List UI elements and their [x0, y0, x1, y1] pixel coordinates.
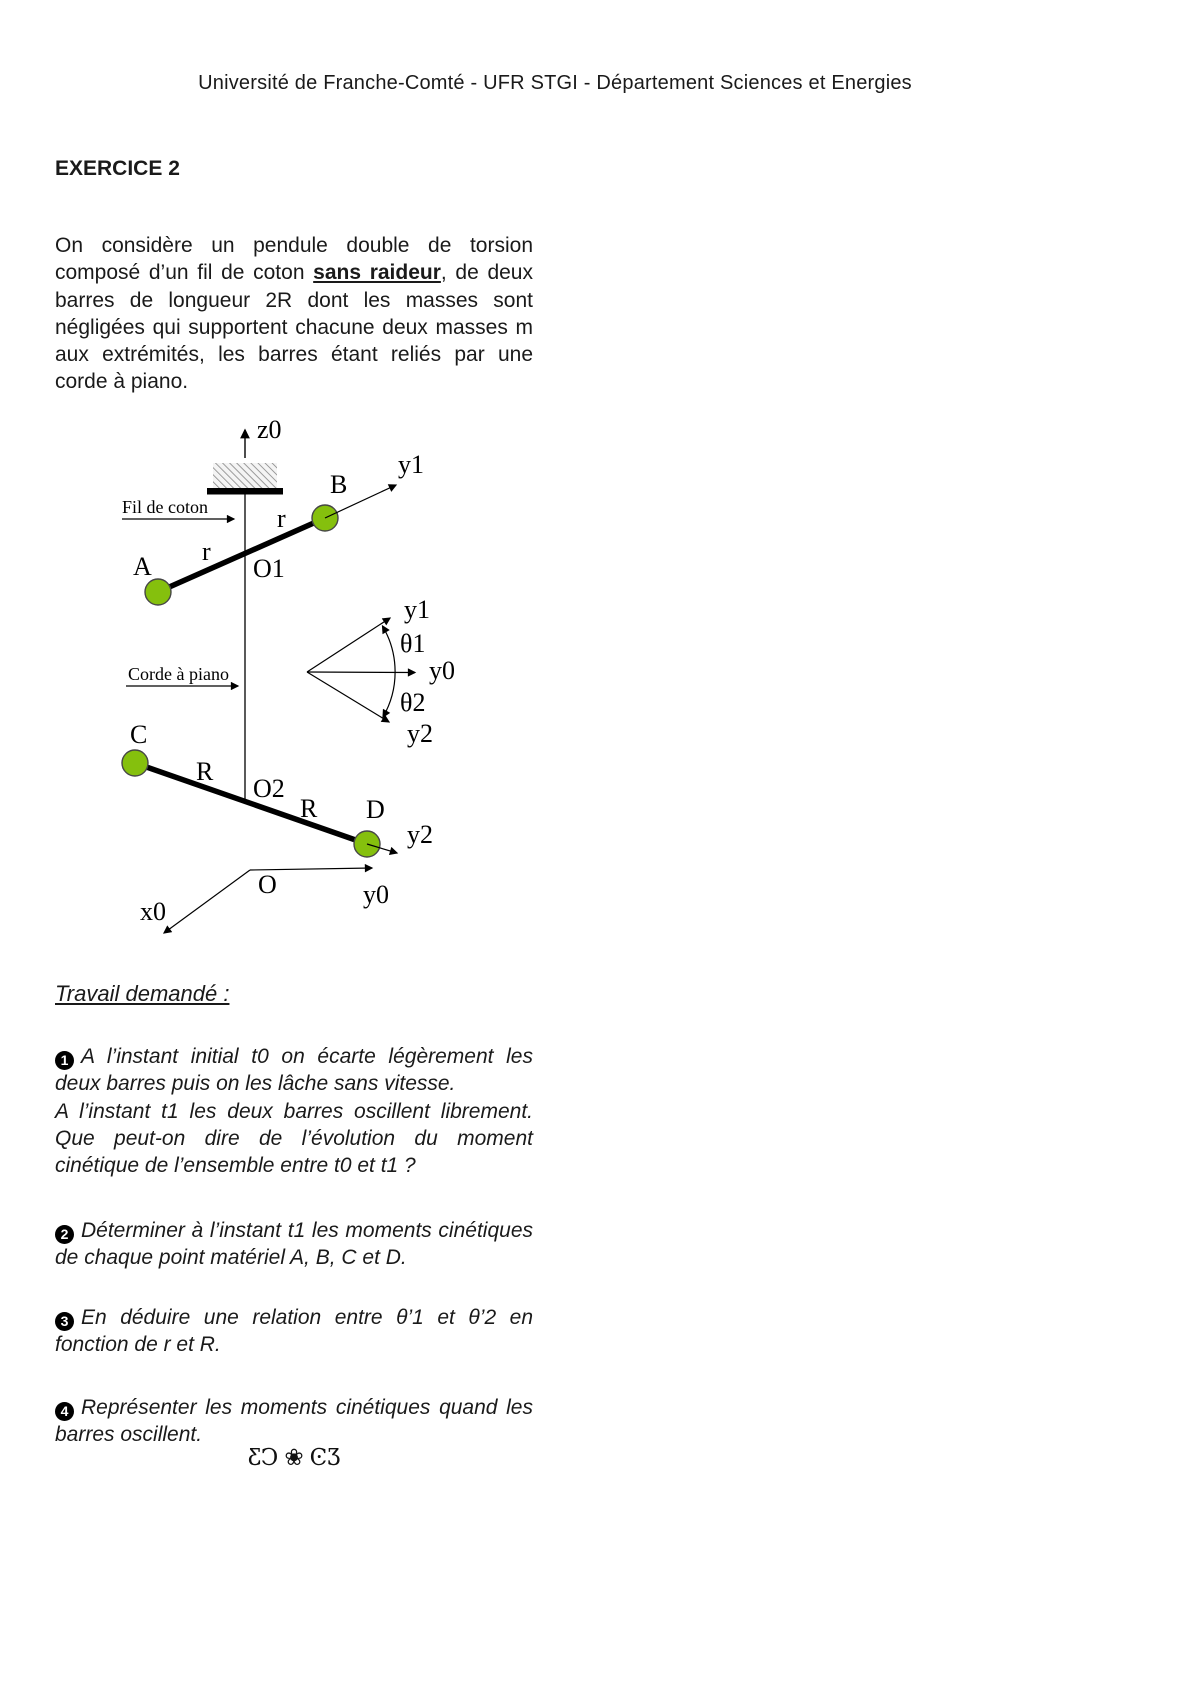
intro-emphasis: sans raideur: [313, 261, 441, 285]
frame-x0-label: x0: [140, 897, 166, 926]
page-header: Université de Franche-Comté - UFR STGI - Département Sciences et Energies: [198, 72, 912, 94]
inset-y1-arrow: [307, 618, 390, 672]
bar-AB: [158, 518, 325, 592]
bar-CD: [135, 763, 367, 844]
question-3-bullet: 3: [55, 1312, 74, 1331]
label-O1: O1: [253, 554, 285, 583]
question-3-text: En déduire une relation entre θ’1 et θ’2 en fonction de r et R.: [55, 1306, 533, 1357]
inset-y0-label: y0: [429, 656, 455, 685]
frame-x0-arrow: [164, 870, 250, 933]
y2-axis-label: y2: [407, 820, 433, 849]
inset-y1-label: y1: [404, 595, 430, 624]
theta1-label: θ1: [400, 629, 426, 658]
pendulum-diagram: [60, 400, 480, 970]
question-4-text: Représenter les moments cinétiques quand les barres oscillent.: [55, 1396, 533, 1447]
fil-de-coton-label: Fil de coton: [122, 497, 208, 517]
work-heading: Travail demandé :: [55, 981, 230, 1006]
question-2: [55, 1217, 533, 1272]
intro-text-2: , de deux barres de longueur 2R dont les masses sont négligées qui supportent chacune deux masses m aux extrémités, les barres étant reliés par une corde à piano.: [55, 261, 533, 394]
mass-A: [145, 579, 171, 605]
intro-text-1: On considère un pendule double de torsion composé d’un fil de coton: [55, 234, 533, 285]
question-4-bullet: 4: [55, 1402, 74, 1421]
label-A: A: [133, 552, 152, 581]
theta2-label: θ2: [400, 688, 426, 717]
corde-a-piano-label: Corde à piano: [128, 664, 229, 684]
ornament-left-scroll: ƸϽ: [247, 1445, 279, 1471]
question-1-bullet: 1: [55, 1051, 74, 1070]
flower-icon: ❀: [284, 1445, 304, 1471]
intro-paragraph: [55, 232, 533, 396]
ornament-right-scroll: ϾƷ: [309, 1445, 341, 1471]
inset-y2-label: y2: [407, 719, 433, 748]
z0-axis-label: z0: [257, 415, 282, 444]
label-r-right: r: [277, 504, 286, 533]
question-4: [55, 1394, 533, 1449]
frame-y0-label: y0: [363, 880, 389, 909]
question-2-bullet: 2: [55, 1225, 74, 1244]
label-O: O: [258, 870, 277, 899]
angle-arc: [383, 626, 396, 717]
question-2-text: Déterminer à l’instant t1 les moments cinétiques de chaque point matériel A, B, C et D.: [55, 1219, 533, 1270]
inset-y0-arrow: [307, 672, 415, 673]
label-D: D: [366, 795, 385, 824]
support-hatch: [213, 463, 277, 488]
label-R-left: R: [196, 757, 214, 786]
y1-axis-label: y1: [398, 450, 424, 479]
question-1-text-b: A l’instant t1 les deux barres oscillent librement. Que peut-on dire de l’évolution du moment cinétique de l’ensemble entre t0 et t1 ?: [55, 1099, 533, 1178]
question-1-text-a: A l’instant initial t0 on écarte légèrement les deux barres puis on les lâche sans vitesse.: [55, 1045, 533, 1096]
mass-C: [122, 750, 148, 776]
end-ornament: [55, 1445, 533, 1471]
exercise-title: EXERCICE 2: [55, 157, 180, 180]
support-bar: [207, 488, 283, 495]
label-O2: O2: [253, 774, 285, 803]
label-R-right: R: [300, 794, 318, 823]
inset-y2-arrow: [307, 672, 389, 722]
label-r-left: r: [202, 537, 211, 566]
label-C: C: [130, 720, 148, 749]
question-1: [55, 1043, 533, 1179]
label-B: B: [330, 470, 348, 499]
question-3: [55, 1304, 533, 1359]
